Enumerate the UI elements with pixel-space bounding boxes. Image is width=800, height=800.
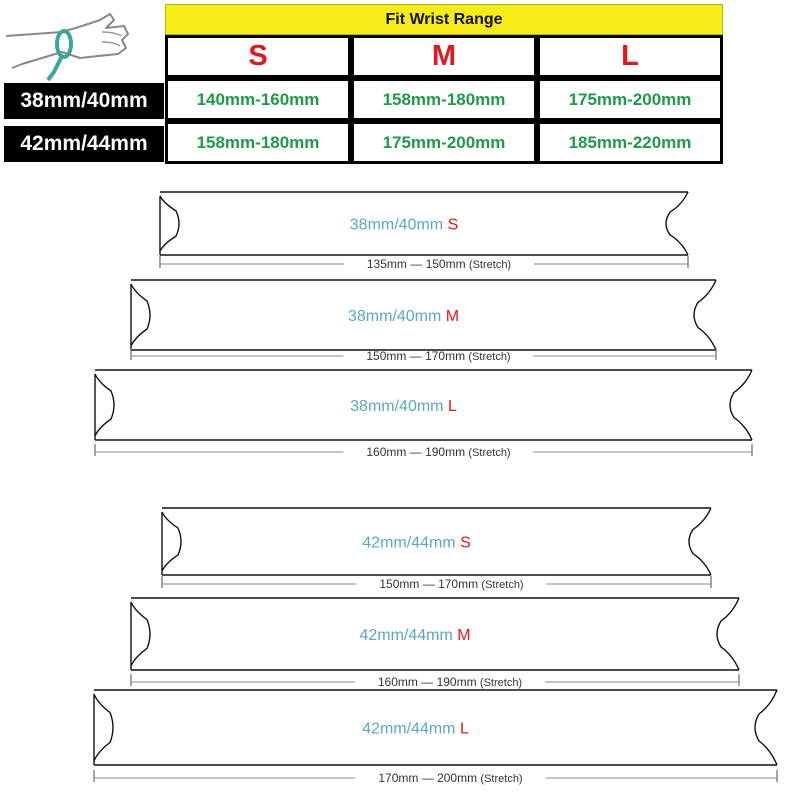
range-42-44-l: 185mm-220mm <box>537 121 723 164</box>
header-size-m: M <box>351 35 537 78</box>
band-size-letter: L <box>459 720 469 738</box>
measure-max: 190mm <box>436 675 480 689</box>
band-6 <box>94 690 777 785</box>
band-1 <box>160 192 688 271</box>
range-42-44-m: 175mm-200mm <box>351 121 537 164</box>
measure-note: (Stretch) <box>468 259 512 271</box>
band-model: 42mm/44mm <box>362 720 460 738</box>
measure-max: 170mm <box>438 577 482 591</box>
measure-text <box>379 577 523 591</box>
band-label <box>350 217 458 234</box>
measure-max: 170mm <box>425 349 469 363</box>
measure-min: 160mm — <box>377 675 437 689</box>
measure-max: 190mm <box>425 445 469 459</box>
measure-text <box>378 675 522 689</box>
band-model: 42mm/44mm <box>359 627 458 644</box>
band-model: 42mm/44mm <box>362 534 461 552</box>
measure-max: 150mm <box>425 257 469 271</box>
band-label <box>362 721 469 738</box>
band-5 <box>131 598 739 689</box>
band-size-letter: L <box>447 398 457 415</box>
range-42-44-s: 158mm-180mm <box>165 121 351 164</box>
measure-max: 200mm <box>437 771 481 785</box>
band-model: 38mm/40mm <box>347 308 446 325</box>
band-model: 38mm/40mm <box>350 398 448 415</box>
range-38-40-l: 175mm-200mm <box>537 78 723 121</box>
band-2 <box>131 280 716 363</box>
band-4 <box>162 508 711 591</box>
header-size-s: S <box>165 35 351 78</box>
row-label-38-40: 38mm/40mm <box>4 83 164 119</box>
measure-min: 135mm — <box>366 257 426 271</box>
measure-text <box>367 257 511 271</box>
band-label <box>359 627 470 644</box>
range-38-40-m: 158mm-180mm <box>351 78 537 121</box>
header-size-l: L <box>537 35 723 78</box>
row-label-42-44: 42mm/44mm <box>4 126 164 162</box>
measure-note: (Stretch) <box>468 351 511 363</box>
band-label <box>362 535 470 552</box>
measure-text <box>366 349 510 363</box>
measure-text <box>378 771 522 785</box>
measure-note: (Stretch) <box>468 447 511 459</box>
band-size-letter: S <box>460 534 471 552</box>
range-38-40-s: 140mm-160mm <box>165 78 351 121</box>
measure-min: 170mm — <box>378 771 438 785</box>
band-label <box>348 308 459 325</box>
band-model: 38mm/40mm <box>349 216 448 234</box>
table-title: Fit Wrist Range <box>165 4 723 35</box>
band-size-letter: M <box>457 627 471 644</box>
measure-min: 150mm — <box>366 349 426 363</box>
measure-note: (Stretch) <box>481 579 524 591</box>
band-size-letter: S <box>447 216 459 234</box>
band-3 <box>95 370 752 459</box>
measure-note: (Stretch) <box>480 773 523 785</box>
measure-text <box>366 445 510 459</box>
band-size-letter: M <box>445 308 460 325</box>
measure-min: 150mm — <box>379 577 439 591</box>
band-label <box>350 398 457 415</box>
measure-min: 160mm — <box>366 445 426 459</box>
measure-note: (Stretch) <box>479 677 523 689</box>
